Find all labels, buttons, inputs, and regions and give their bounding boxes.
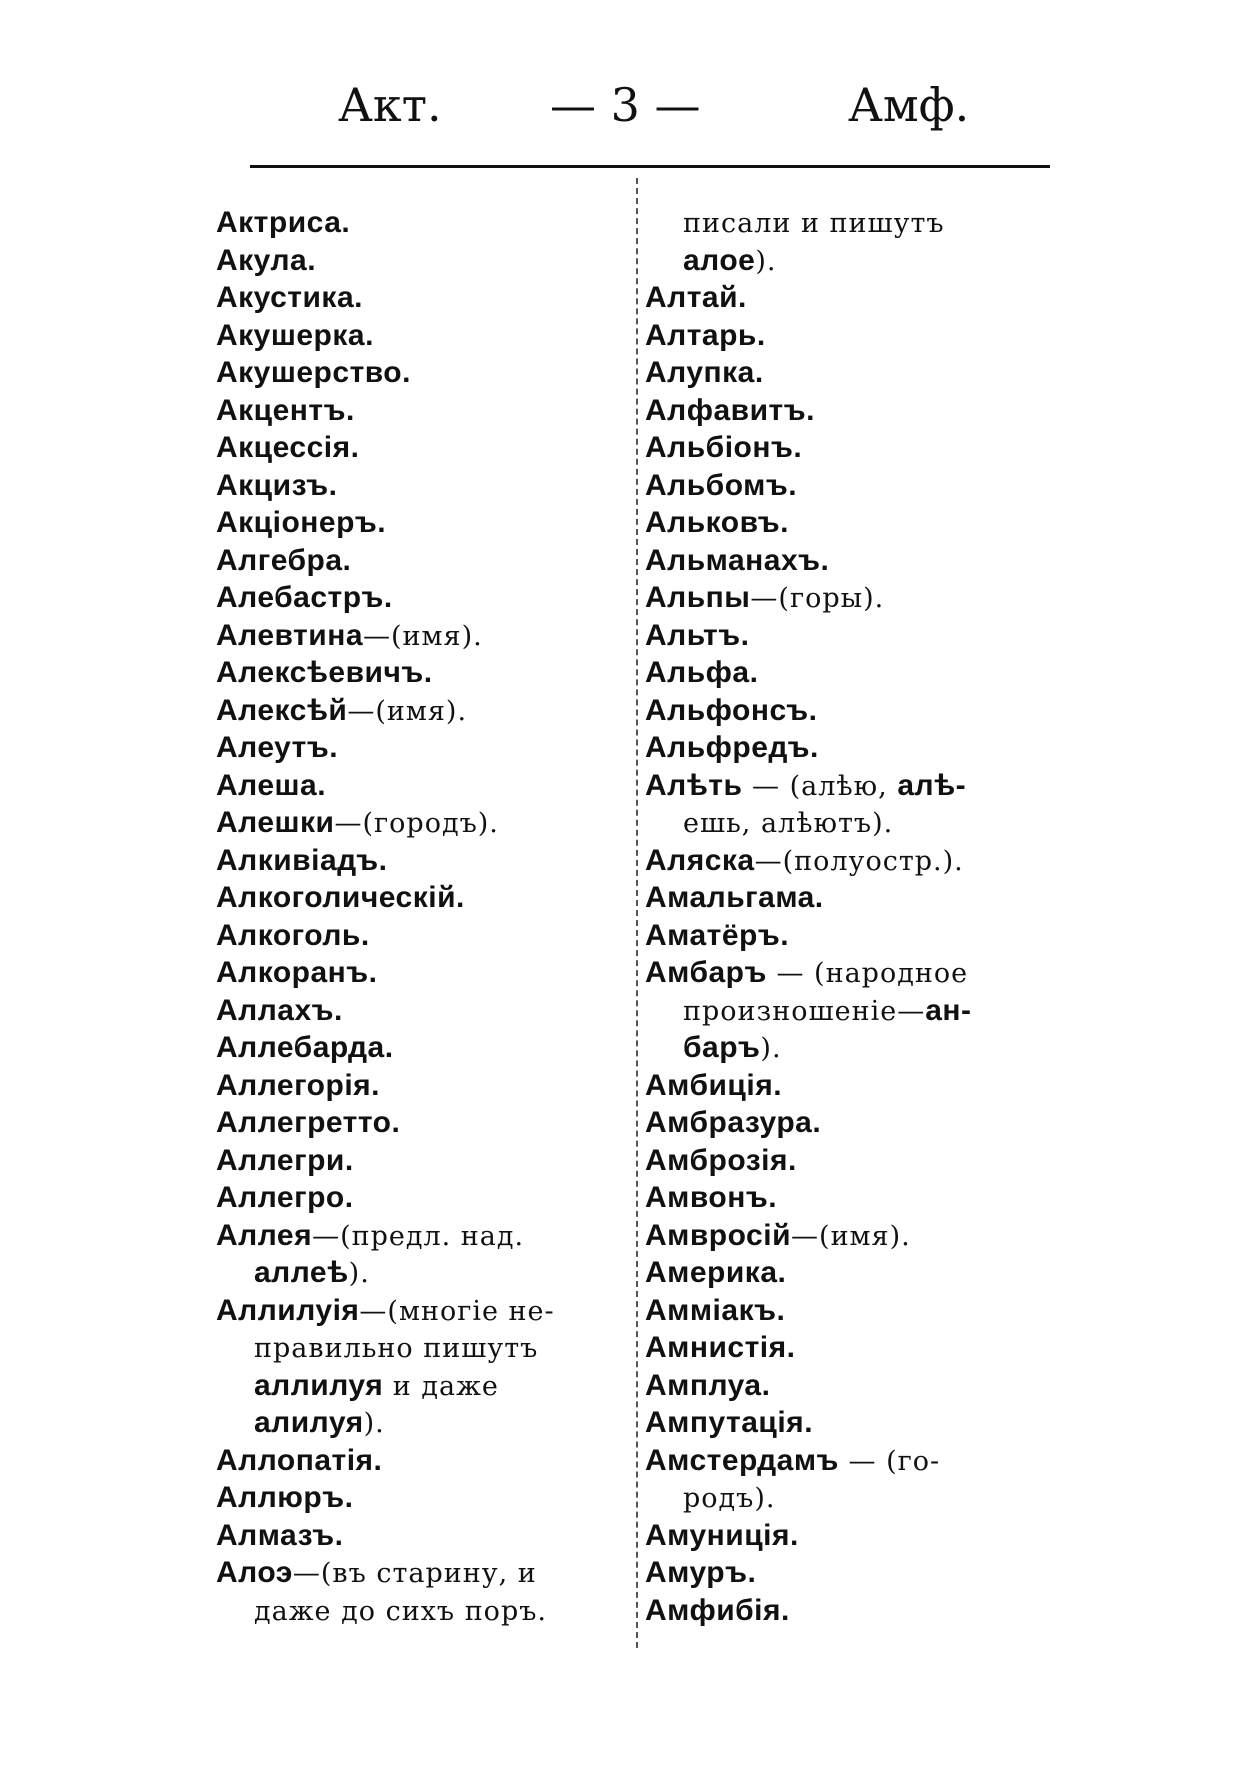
headword: Альпы [645,581,751,614]
dictionary-line [645,1517,1065,1555]
dictionary-line [216,1067,616,1105]
headword: Амуръ. [645,1556,757,1589]
headword: Акула. [216,243,317,277]
dictionary-line [216,1404,616,1442]
dictionary-line [216,1479,616,1517]
headword: Алексѣй [216,693,348,727]
headword: алое [683,243,756,277]
dictionary-line [645,917,1065,955]
dictionary-line [216,1367,616,1405]
headword: Алкивіадъ. [216,843,388,877]
headword: алѣ- [897,768,967,802]
headword: Аллегро. [216,1181,354,1214]
headword: Аляска [645,843,755,877]
dictionary-line [645,954,1065,992]
headword: Алешки [216,806,335,839]
headword: Акушерство. [216,356,411,389]
dictionary-line [645,467,1065,505]
gloss: —(имя). [363,620,483,652]
headword: Алтарь. [645,318,766,352]
dictionary-line [645,204,1065,242]
headword: Америка. [645,1256,787,1289]
gloss: родъ). [683,1483,776,1514]
dictionary-line [645,392,1065,430]
headword: Амнистія. [645,1331,796,1364]
headword: Амбразура. [645,1106,822,1139]
dictionary-line [216,842,616,880]
gloss: и даже [383,1370,499,1402]
dictionary-line [645,1104,1065,1142]
dictionary-line [216,1517,616,1555]
dictionary-line [645,804,1065,842]
dictionary-line [216,767,616,805]
headword: Аллилуія [216,1293,360,1327]
gloss: ). [363,1408,385,1439]
dictionary-line [216,1104,616,1142]
dictionary-line [645,842,1065,880]
dictionary-line [216,1554,616,1592]
dictionary-line [216,954,616,992]
dictionary-line [216,692,616,730]
dictionary-line [216,579,616,617]
dictionary-line [216,354,616,392]
dictionary-line [645,1179,1065,1217]
dictionary-line [645,354,1065,392]
headword: Акустика. [216,281,363,314]
gloss: правильно пишутъ [254,1333,539,1364]
dictionary-line [216,617,616,655]
dictionary-line [645,1479,1065,1517]
headword: Алкоголь. [216,918,370,952]
dictionary-line [216,729,616,767]
dictionary-line [645,1367,1065,1405]
dictionary-line [645,617,1065,655]
dictionary-line [216,804,616,842]
dictionary-line [645,1142,1065,1180]
dictionary-line [216,1329,616,1367]
gloss: —(въ старину, и [292,1558,537,1589]
headword: Алкоранъ. [216,956,378,989]
dictionary-line [645,317,1065,355]
headword: Алтай. [645,281,747,314]
column-divider [636,178,639,1648]
dictionary-line [645,1592,1065,1630]
headword: Аматёръ. [645,918,790,952]
dictionary-line [645,1067,1065,1105]
headword: аллилуя [254,1368,384,1402]
dictionary-line [645,1217,1065,1255]
dictionary-line [645,1404,1065,1442]
headword: Амбаръ [645,956,767,989]
gloss: ). [348,1258,370,1289]
gloss: ешь, алѣютъ). [683,808,894,839]
dictionary-line [645,767,1065,805]
headword: Акцизъ. [216,468,338,502]
headword: Альбомъ. [645,468,798,502]
gloss: даже до сихъ поръ. [254,1595,547,1627]
dictionary-line [216,504,616,542]
headword: Алгебра. [216,543,352,577]
headword: Алеша. [216,768,327,802]
headword: Алевтина [216,618,363,652]
headword: Амуниція. [645,1518,799,1552]
headword: Алоэ [216,1556,293,1589]
headword: Аллегорія. [216,1068,380,1102]
header-rule [250,165,1050,168]
headword: Аллея [216,1218,313,1252]
right-column [645,204,1065,1629]
dictionary-line [645,1029,1065,1067]
dictionary-line [645,729,1065,767]
headword: Алмазъ. [216,1518,344,1552]
dictionary-line [216,242,616,280]
gloss: — (народное [766,958,969,989]
page-header [250,78,1050,148]
headword: Аммiакъ. [645,1293,786,1327]
headword: Амброзія. [645,1143,797,1177]
dictionary-line [216,1029,616,1067]
headword: аллеѣ [254,1256,349,1289]
headword: Амплуа. [645,1368,771,1402]
headword: Алѣть [645,768,743,802]
headword: Альфредъ. [645,731,819,764]
dictionary-line [645,242,1065,280]
headword: Акушерка. [216,318,374,352]
dictionary-line [216,204,616,242]
dictionary-line [645,992,1065,1030]
gloss: —(полуостр.). [754,845,964,877]
gloss: —(многіе не- [359,1295,555,1327]
dictionary-line [216,429,616,467]
dictionary-line [216,467,616,505]
headword: Аллегретто. [216,1106,401,1139]
gloss: —(имя). [791,1220,911,1252]
gloss: ). [755,245,777,277]
dictionary-line [216,1217,616,1255]
gloss: ). [760,1033,782,1064]
left-column [216,204,616,1629]
gloss: — (го- [838,1445,941,1477]
gloss: —(предл. над. [312,1220,525,1252]
gloss: произношеніе— [683,995,926,1027]
headword: Альфонсъ. [645,693,818,727]
headword: Амвросій [645,1218,792,1252]
headword: Акціонеръ. [216,506,387,539]
dictionary-line [216,992,616,1030]
headword: Аллахъ. [216,993,343,1027]
dictionary-line [645,1554,1065,1592]
dictionary-line [645,542,1065,580]
gloss: —(имя). [347,695,468,727]
gloss: — (алѣю, [742,770,898,802]
headword: Алебастръ. [216,581,393,614]
header-left-guideword: Акт. [338,78,442,132]
dictionary-line [216,1442,616,1480]
dictionary-line [645,504,1065,542]
dictionary-line [645,1254,1065,1292]
dictionary-line [216,879,616,917]
dictionary-line [216,1179,616,1217]
gloss: —(городъ). [334,808,499,839]
dictionary-line [216,279,616,317]
headword: баръ [683,1031,761,1064]
headword: Альбіонъ. [645,431,803,464]
dictionary-line [216,317,616,355]
headword: Амвонъ. [645,1181,778,1214]
dictionary-line [216,1592,616,1630]
headword: Альманахъ. [645,543,830,577]
headword: Алеутъ. [216,731,339,764]
dictionary-line [645,1292,1065,1330]
headword: Алексѣевичъ. [216,656,433,689]
headword: Аллебарда. [216,1031,394,1064]
dictionary-line [645,879,1065,917]
gloss: писали и пишутъ [683,208,945,239]
dictionary-line [645,692,1065,730]
headword: Амстердамъ [645,1443,839,1477]
dictionary-line [216,917,616,955]
dictionary-line [216,1254,616,1292]
dictionary-line [216,392,616,430]
headword: Аллопатія. [216,1443,383,1477]
headword: Алфавитъ. [645,393,815,427]
page-number: — 3 — [550,78,701,132]
headword: алилуя [254,1406,364,1439]
headword: Аллегри. [216,1143,354,1177]
headword: Амальгама. [645,881,824,914]
headword: Акцентъ. [216,393,355,427]
dictionary-line [645,654,1065,692]
dictionary-line [216,654,616,692]
headword: ан- [925,993,972,1027]
headword: Алкоголическій. [216,881,465,914]
headword: Альтъ. [645,618,750,652]
dictionary-line [645,1329,1065,1367]
header-right-guideword: Амф. [848,78,970,132]
dictionary-line [645,279,1065,317]
headword: Амфибія. [645,1593,790,1627]
dictionary-line [216,542,616,580]
headword: Альфа. [645,656,759,689]
gloss: —(горы). [750,583,885,614]
dictionary-line [216,1142,616,1180]
headword: Акцессія. [216,431,360,464]
headword: Амбиція. [645,1068,783,1102]
dictionary-line [645,1442,1065,1480]
headword: Альковъ. [645,506,790,539]
headword: Алупка. [645,356,764,389]
dictionary-line [645,429,1065,467]
dictionary-line [216,1292,616,1330]
headword: Аллюръ. [216,1481,354,1514]
headword: Ампутація. [645,1406,814,1439]
dictionary-line [645,579,1065,617]
headword: Актриса. [216,206,351,239]
